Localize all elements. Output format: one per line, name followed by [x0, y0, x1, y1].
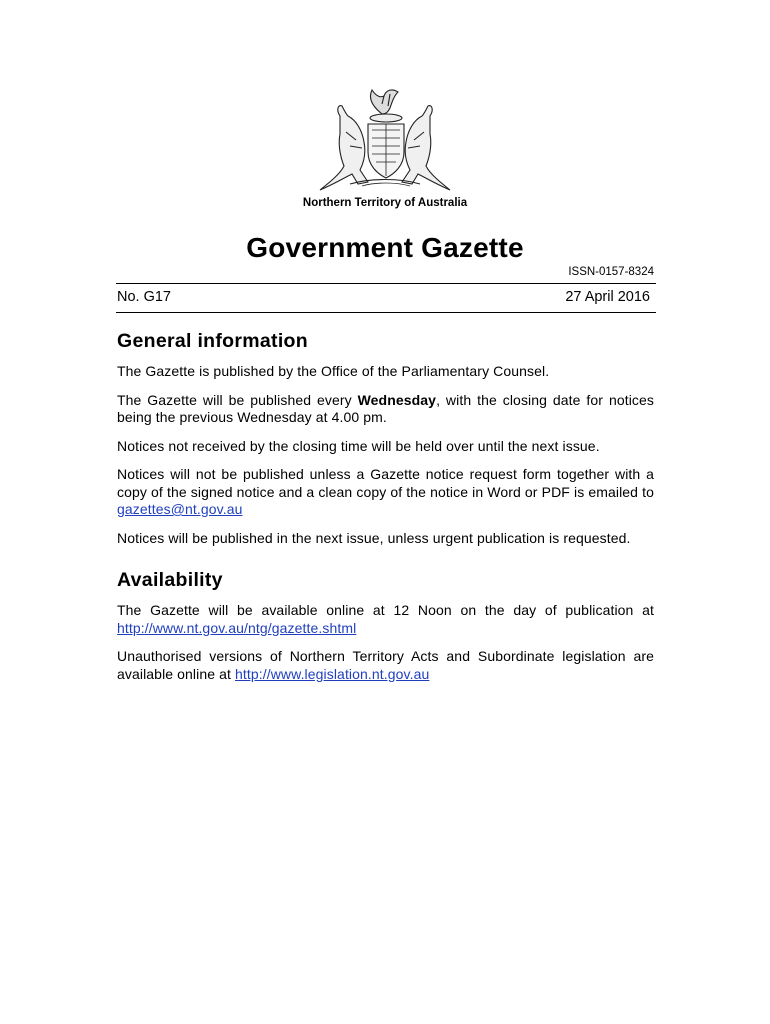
header-rule-top [116, 283, 656, 284]
paragraph-text: , with the closing date for notices being the previous Wednesday at 4.00 pm. [117, 391, 654, 425]
section-heading-general-information: General information [117, 330, 308, 352]
gazette-url-link[interactable]: http://www.nt.gov.au/ntg/gazette.shtml [117, 619, 357, 636]
paragraph-online-availability [117, 602, 654, 637]
issn-number: ISSN-0157-8324 [568, 266, 654, 278]
email-link-gazettes[interactable]: gazettes@nt.gov.au [117, 501, 243, 517]
legislation-url-link[interactable]: http://www.legislation.nt.gov.au [234, 665, 430, 682]
paragraph-submission [117, 466, 654, 519]
availability-section [117, 569, 654, 683]
gazette-body [117, 330, 654, 694]
section-heading-availability: Availability [117, 569, 223, 591]
header-rule-bottom [116, 312, 656, 313]
paragraph-text: The Gazette will be published every [117, 391, 358, 408]
paragraph-publisher: The Gazette is published by the Office of the Parliamentary Counsel. [117, 363, 550, 379]
paragraph-legislation [117, 648, 654, 683]
issue-date: 27 April 2016 [565, 289, 650, 305]
paragraph-text: The Gazette will be available online at 12 Noon on the day of publication at [117, 602, 654, 618]
nt-coat-of-arms-icon [310, 86, 460, 196]
weekday-emphasis: Wednesday [357, 391, 437, 408]
paragraph-closing-time: Notices not received by the closing time will be held over until the next issue. [117, 437, 600, 454]
page-title: Government Gazette [246, 232, 524, 263]
issue-number: No. G17 [117, 289, 171, 305]
paragraph-text: Unauthorised versions of Northern Territory Acts and Subordinate legislation are available online at [117, 648, 654, 682]
paragraph-text: Notices will not be published unless a Gazette notice request form together with a copy of the signed notice and a clean copy of the notice in Word or PDF is emailed to [117, 466, 654, 500]
crest-caption: Northern Territory of Australia [302, 197, 468, 209]
general-information-section [117, 330, 654, 547]
paragraph-urgent-publication: Notices will be published in the next issue, unless urgent publication is requested. [117, 529, 631, 546]
paragraph-publication-day [117, 392, 654, 427]
